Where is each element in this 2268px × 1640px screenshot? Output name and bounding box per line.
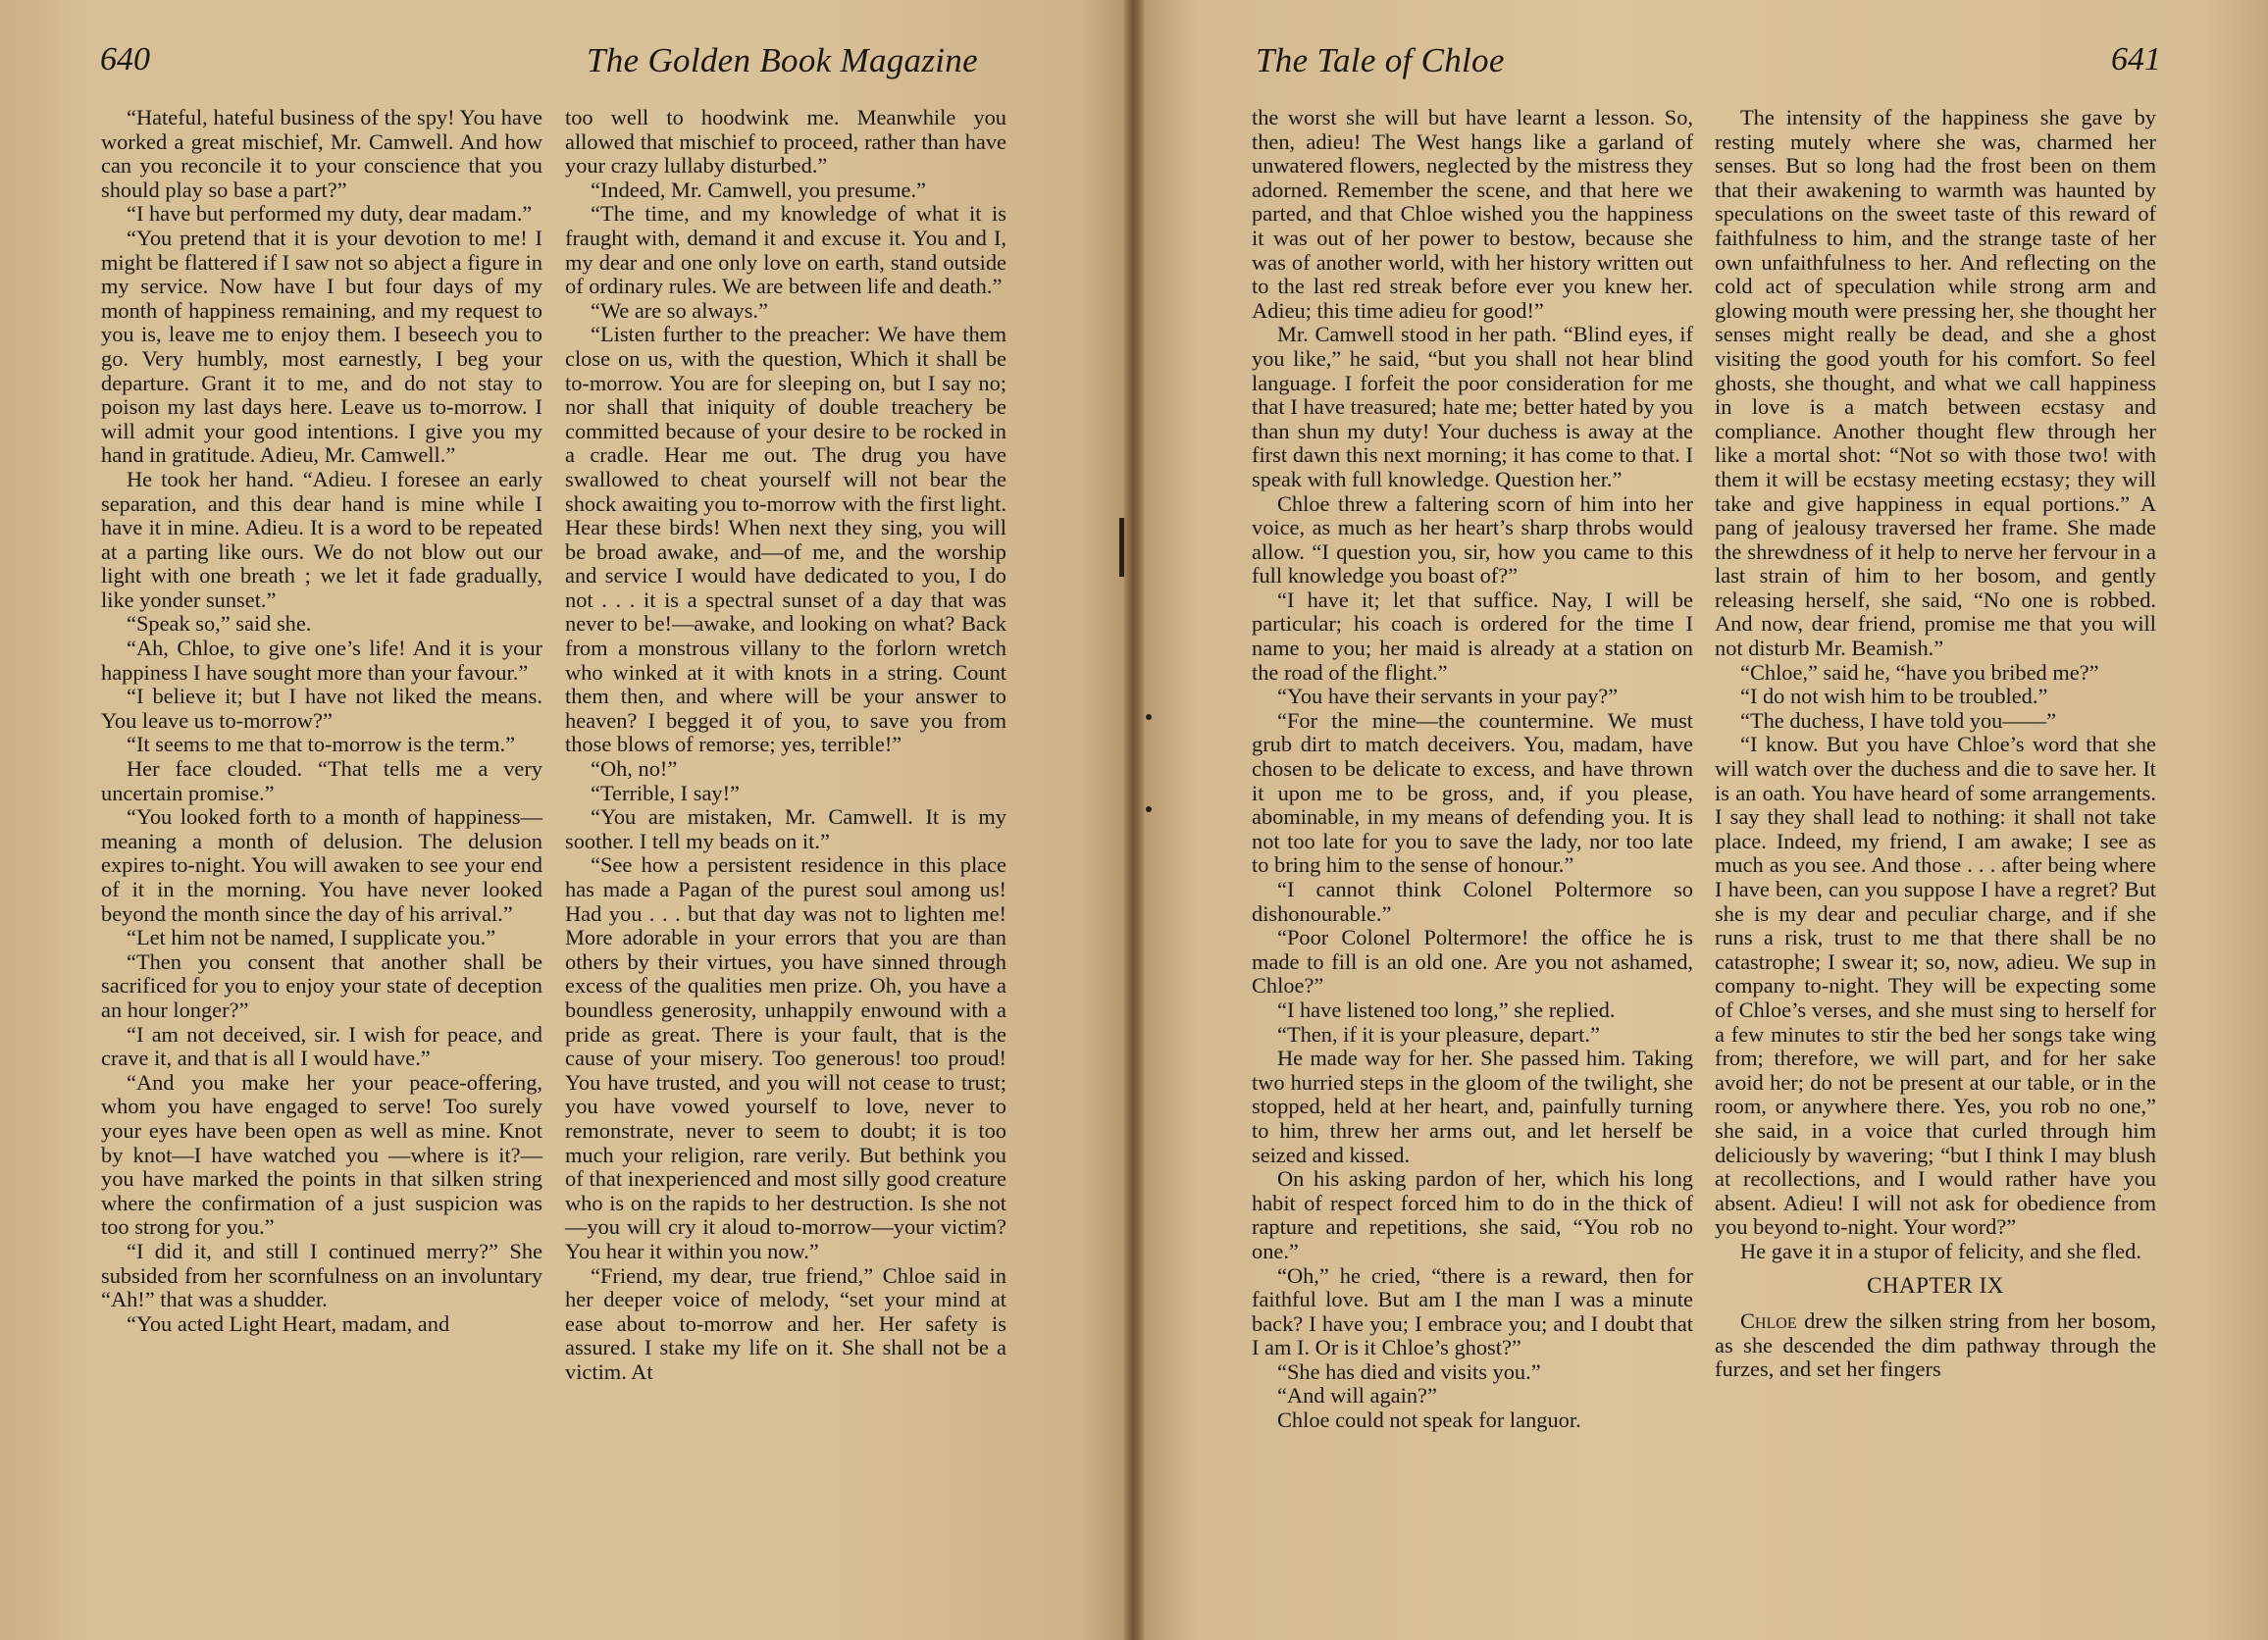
paragraph: “You acted Light Heart, madam, and [127,1310,450,1336]
paragraph: “You are mistaken, Mr. Camwell. It is my soother. I tell my beads on it.” [565,804,1006,853]
right-column-2 [1715,106,2156,1382]
left-page [0,0,1128,1640]
binding-dot [1146,806,1152,812]
paragraph: “Hateful, hateful business of the spy! You have worked a great mischief, Mr. Camwell. And how can you reconcile it to your conscience that you should play so base a part?” [101,105,542,202]
paragraph: He took her hand. “Adieu. I foresee an early separation, and this dear hand is mine while I have it in mine. Adieu. It is a word to be repeated at a parting like ours. We do not blow out our light with one breath ; we let it fade gradually, like yonder sunset.” [101,466,542,612]
paragraph: “We are so always.” [591,297,768,323]
right-column-2-paragraphs [1715,106,2156,1264]
paragraph: “I do not wish him to be troubled.” [1740,684,2048,709]
paragraph: too well to hoodwink me. Meanwhile you allowed that mischief to proceed, rather than have your crazy lullaby disturbed.” [565,105,1006,179]
paragraph: “Poor Colonel Poltermore! the office he is made to fill is an old one. Are you not ashamed, Chloe?” [1252,925,1693,999]
paragraph: “And you make her your peace-offering, whom you have engaged to serve! Too surely your eyes have been open as well as mine. Knot by knot—I have watched you —where is it?—you have marked the points in that silken string where the confirmation of a just suspicion was too strong for you.” [101,1069,542,1240]
paragraph: “The time, and my knowledge of what it is fraught with, demand it and excuse it. You and I, my dear and one only love on earth, stand outside of ordinary rules. We are between life and death.” [565,201,1006,299]
paragraph: The intensity of the happiness she gave by resting mutely where she was, charmed her senses. But so long had the frost been on them that their awakening to warmth was haunted by speculations on the sweet taste of this reward of faithfulness to him, and the strange taste of her own unfaithfulness to her. And reflecting on the cold act of speculation while strong arm and glowing mouth were pressing her, she thought her senses might really be dead, and she a ghost visiting the good youth for his comfort. So feel ghosts, she thought, and what we call happiness in love is a match between ecstasy and compliance. Another thought flew through her like a mortal shot: “Not so with those two! with them it will be ecstasy meeting ecstasy; they will take and give happiness in equal portions.” A pang of jealousy traversed her frame. She made the shrewdness of it help to nerve her fervour in a last strain of him to her bosom, and gently releasing herself, she said, “No one is robbed. And now, dear friend, promise me that you will not disturb Mr. Beamish.” [1715,105,2156,661]
paragraph: “Then, if it is your pleasure, depart.” [1277,1021,1600,1047]
paragraph: “I cannot think Colonel Poltermore so dishonourable.” [1252,877,1693,926]
paragraph: “I know. But you have Chloe’s word that she will watch over the duchess and die to save her. It is an oath. You have heard of some arrangements. I say they shall lead to nothing: it shall not take place. Indeed, my friend, I am awake; I see as much as you see. And those . . . after being where I have been, can you suppose I have a regret? But she is my dear and peculiar charge, and if she runs a risk, trust to me that there shall be no catastrophe; I swear it; so, now, adieu. We sup in company to-night. They will be expecting some of Chloe’s verses, and she must sing to herself for a few minutes to stir the bed her songs take wing from; therefore, we will part, and for her sake avoid her; do not be present at our table, or in the room, or anywhere there. Yes, you rob no one,” she said, in a voice that curled through him deliciously by wavering; “but I think I may blush at recollections, and I would rather have you absent. Adieu! I will not ask for obedience from you beyond to-night. Your word?” [1715,732,2156,1240]
paragraph: “The duchess, I have told you——” [1740,707,2057,733]
paragraph: “Ah, Chloe, to give one’s life! And it is your happiness I have sought more than your favour.” [101,636,542,685]
paragraph: “You pretend that it is your devotion to me! I might be flattered if I saw not so abject a figure in my service. Now have I but four days of my month of happiness remaining, and my request to you is, leave me to enjoy them. I beseech you to go. Very humbly, most earnestly, I beg your departure. Grant it to me, and do not stay to poison my last days here. Leave us to-morrow. I will admit your good intentions. I give you my hand in gratitude. Adieu, Mr. Camwell.” [101,225,542,468]
paragraph: “For the mine—the countermine. We must grub dirt to match deceivers. You, madam, have chosen to be delicate to excess, and have thrown it upon me to be gross, and, if you please, abominable, in my means of defending you. It is not too late for you to save the lady, nor too late to bring him to the sense of honour.” [1252,707,1693,878]
paragraph: “Speak so,” said she. [127,611,312,637]
page-number-left: 640 [100,41,150,77]
paragraph: Mr. Camwell stood in her path. “Blind eyes, if you like,” he said, “but you shall not hear blind language. I forfeit the poor consideration for me that I have treasured; hate me; better hated by you than shun my duty! Your duchess is away at the first dawn this next morning; it has come to that. I speak with full knowledge. Question her.” [1252,322,1693,491]
paragraph: “I have but performed my duty, dear madam.” [127,201,533,227]
paragraph: “Then you consent that another shall be sacrificed for you to enjoy your state of deception an hour longer?” [101,948,542,1022]
paragraph: He made way for her. She passed him. Taking two hurried steps in the gloom of the twilight, she stopped, held at her heart, and, painfully turning to him, threw her arms out, and let herself be seized and kissed. [1252,1046,1693,1167]
right-column-1 [1252,106,1693,1433]
running-title-right: The Tale of Chloe [1256,41,1505,79]
binding-mark [1119,518,1124,577]
paragraph: “I am not deceived, sir. I wish for peace, and crave it, and that is all I would have.” [101,1021,542,1071]
chapter-heading: CHAPTER IX [1867,1272,2004,1298]
left-column-2 [565,106,1006,1384]
paragraph: “Friend, my dear, true friend,” Chloe said in her deeper voice of melody, “set your mind at ease about to-morrow and her. Her safety is assured. I stake my life on it. She shall not be a victim. At [565,1262,1006,1384]
paragraph: “I have it; let that suffice. Nay, I will be particular; his coach is ordered for the time I name to you; her maid is already at a station on the road of the flight.” [1252,587,1693,685]
paragraph: “Terrible, I say!” [591,780,740,805]
paragraph: “Oh,” he cried, “there is a reward, then for faithful love. But am I the man I was a minute back? I have you; I embrace you; and I doubt that I am I. Or is it Chloe’s ghost?” [1252,1262,1693,1360]
left-column-1 [101,106,542,1336]
paragraph: “You looked forth to a month of happiness—meaning a month of delusion. The delusion expires to-night. You will awaken to see your end of it in the morning. You have never looked beyond the month since the day of his arrival.” [101,804,542,926]
paragraph: “I did it, and still I continued merry?” She subsided from her scornfulness on an involuntary “Ah!” that was a shudder. [101,1238,542,1312]
paragraph: “You have their servants in your pay?” [1277,684,1619,709]
running-title-left: The Golden Book Magazine [587,41,978,79]
paragraph: “I believe it; but I have not liked the means. You leave us to-morrow?” [101,684,542,733]
chapter-first-text: drew the silken string from her bosom, as she descended the dim pathway through the furzes, and set her fingers [1715,1308,2156,1382]
page-number-right: 641 [2111,41,2161,77]
paragraph: “Let him not be named, I supplicate you.” [127,925,496,950]
paragraph: “She has died and visits you.” [1277,1358,1541,1384]
paragraph: He gave it in a stupor of felicity, and she fled. [1740,1238,2141,1263]
paragraph: the worst she will but have learnt a lesson. So, then, adieu! The West hangs like a garland of unwatered flowers, neglected by the mistress they adorned. Remember the scene, and that here we parted, and that Chloe wished you the happiness it was out of her power to bestow, because she was of another world, with her history written out to the last red streak before ever you knew her. Adieu; this time adieu for good!” [1252,105,1693,323]
chapter-opening-paragraph [1715,1309,2156,1382]
paragraph: “Oh, no!” [591,756,678,782]
paragraph: Chloe threw a faltering scorn of him into her voice, as much as her heart’s sharp throbs would allow. “I question you, sir, how you came to this full knowledge you boast of?” [1252,490,1693,589]
paragraph: “See how a persistent residence in this place has made a Pagan of the purest soul among us! Had you . . . but that day was not to lighten me! More adorable in your errors that you are than others by their virtues, you have sinned through excess of the qualities men prize. Oh, you have a boundless generosity, unhappily enwound with a pride as great. There is your fault, that is the cause of your misery. Too generous! too proud! You have trusted, and you will not cease to trust; you have vowed yourself to love, never to remonstrate, never to seem to doubt; it is too much your religion, rare verily. But bethink you of that inexperienced and most silly good creature who is on the rapids to her destruction. Is she not—you will cry it aloud to-morrow—your victim? You hear it within you now.” [565,852,1006,1263]
paragraph: On his asking pardon of her, which his long habit of respect forced him to do in the thick of rapture and repetitions, she said, “You rob no one.” [1252,1166,1693,1263]
paragraph: “It seems to me that to-morrow is the term.” [127,732,516,757]
paragraph: “And will again?” [1277,1383,1437,1409]
chapter-first-word: Chloe [1740,1308,1797,1334]
book-gutter [1124,0,1144,1640]
binding-dot [1146,714,1152,720]
paragraph: “I have listened too long,” she replied. [1277,997,1616,1022]
paragraph: Her face clouded. “That tells me a very uncertain promise.” [101,756,542,805]
paragraph: “Chloe,” said he, “have you bribed me?” [1740,659,2099,685]
right-page [1140,0,2268,1640]
paragraph: “Indeed, Mr. Camwell, you presume.” [591,177,926,202]
paragraph: Chloe could not speak for languor. [1277,1408,1581,1433]
paragraph: “Listen further to the preacher: We have them close on us, with the question, Which it shall be to-morrow. You are for sleeping on, but I say no; nor shall that iniquity of double treachery be committed because of your desire to be rocked in a cradle. Hear me out. The drug you have swallowed to cheat yourself will not bear the shock awaiting you to-morrow with the first light. Hear these birds! When next they sing, you will be broad awake, and—of me, and the worship and service I would have dedicated to you, I do not . . . it is a spectral sunset of a day that was never to be!—awake, and looking on what? Back from a monstrous villany to the forlorn wretch who winked at it with knots in a string. Count them then, and where will be your answer to heaven? I begged it of you, to save you from those blows of remorse; yes, terrible!” [565,322,1006,757]
